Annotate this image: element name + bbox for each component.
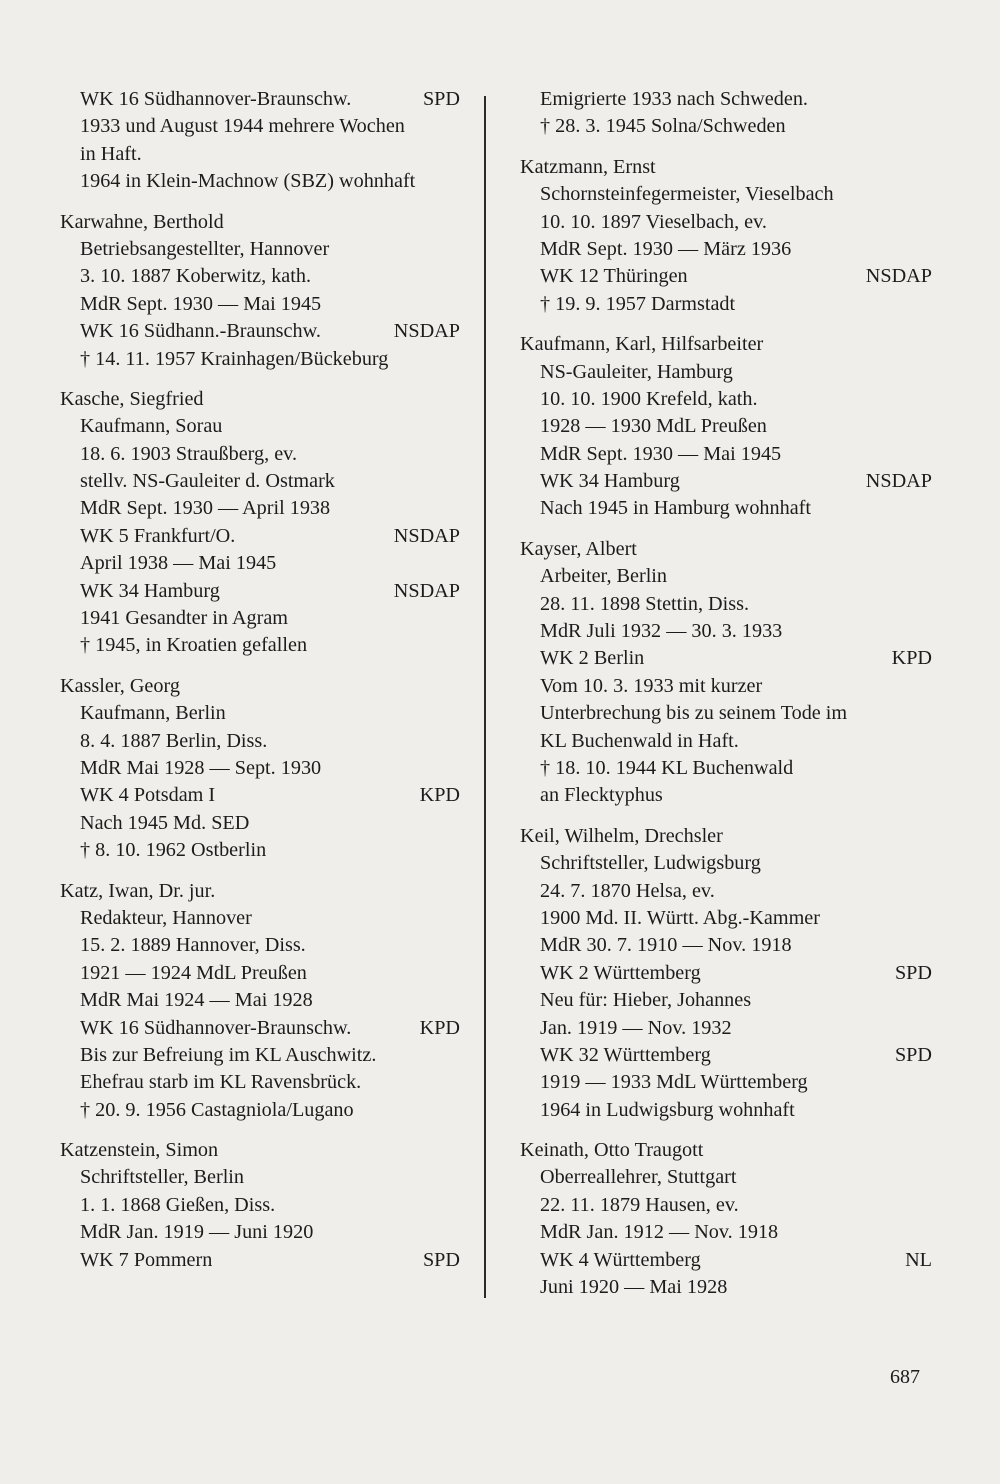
entry-text: Kayser, Albert (520, 537, 637, 560)
entry-text: Schriftsteller, Berlin (80, 1166, 245, 1189)
entry-line (60, 346, 460, 373)
entry-text: Emigrierte 1933 nach Schweden. (540, 88, 808, 110)
entry-text: † 19. 9. 1957 Darmstadt (540, 292, 736, 315)
entry-line (520, 1042, 932, 1069)
entry-text: WK 5 Frankfurt/O. (80, 524, 236, 547)
entry-text: 10. 10. 1900 Krefeld, kath. (540, 387, 758, 410)
entry-text: MdR Juli 1932 — 30. 3. 1933 (540, 620, 783, 643)
entry-line (520, 700, 932, 727)
entry-line (60, 632, 460, 659)
entry-line (520, 1274, 932, 1301)
entry-line (520, 645, 932, 672)
entry-line (60, 263, 460, 290)
entry-line (520, 386, 932, 413)
entry-text: 28. 11. 1898 Stettin, Diss. (540, 592, 749, 615)
entry-line (520, 1069, 932, 1096)
biography-entry (60, 86, 460, 196)
entry-gap (60, 196, 460, 209)
entry-line (520, 113, 932, 140)
entry-text: Juni 1920 — Mai 1928 (540, 1276, 728, 1299)
entry-line (520, 495, 932, 522)
entry-line (60, 960, 460, 987)
entry-line (520, 468, 932, 495)
party-label: KPD (419, 1016, 460, 1039)
entry-text: Katzenstein, Simon (60, 1139, 219, 1162)
page-number: 687 (890, 1366, 920, 1388)
entry-text: MdR Sept. 1930 — Mai 1945 (80, 292, 322, 315)
biography-entry (520, 823, 932, 1124)
entry-text: MdR 30. 7. 1910 — Nov. 1918 (540, 934, 792, 957)
entry-line (60, 168, 460, 195)
party-label: SPD (422, 1248, 460, 1271)
entry-text: Unterbrechung bis zu seinem Tode im (540, 702, 848, 725)
entry-text: 1. 1. 1868 Gießen, Diss. (80, 1193, 276, 1216)
party-label: NSDAP (393, 579, 460, 602)
entry-text: Katz, Iwan, Dr. jur. (60, 879, 216, 902)
entry-text: 15. 2. 1889 Hannover, Diss. (80, 934, 306, 957)
entry-text: 1921 — 1924 MdL Preußen (80, 961, 307, 984)
entry-text: Schornsteinfegermeister, Vieselbach (540, 183, 834, 206)
entry-gap (60, 660, 460, 673)
entry-gap (520, 1124, 932, 1137)
entry-text: MdR Mai 1928 — Sept. 1930 (80, 756, 322, 779)
entry-text: 1928 — 1930 MdL Preußen (540, 415, 767, 438)
entry-name (520, 1137, 932, 1164)
party-label: NSDAP (393, 320, 460, 343)
entry-name (520, 823, 932, 850)
entry-text: MdR Jan. 1912 — Nov. 1918 (540, 1221, 779, 1244)
entry-gap (60, 373, 460, 386)
entry-text: Oberreallehrer, Stuttgart (540, 1166, 737, 1189)
entry-line (520, 563, 932, 590)
entry-text: WK 16 Südhann.-Braunschw. (80, 320, 321, 343)
entry-text: Bis zur Befreiung im KL Auschwitz. (80, 1043, 377, 1066)
entry-name (60, 878, 460, 905)
party-label: SPD (894, 1043, 932, 1066)
entry-text: † 20. 9. 1956 Castagniola/Lugano (80, 1098, 354, 1121)
entry-text: 1900 Md. II. Württ. Abg.-Kammer (540, 906, 820, 929)
party-label: SPD (894, 961, 932, 984)
party-label: NSDAP (865, 265, 932, 288)
entry-text: 22. 11. 1879 Hausen, ev. (540, 1193, 739, 1216)
entry-name (60, 209, 460, 236)
entry-text: stellv. NS-Gauleiter d. Ostmark (80, 470, 335, 493)
entry-line (60, 810, 460, 837)
entry-line (60, 755, 460, 782)
entry-line (520, 618, 932, 645)
right-column (520, 86, 932, 1301)
entry-text: WK 2 Württemberg (540, 961, 701, 984)
entry-line (60, 523, 460, 550)
entry-line (520, 1097, 932, 1124)
entry-name (60, 673, 460, 700)
entry-line (520, 1015, 932, 1042)
entry-name (520, 536, 932, 563)
biography-entry (520, 1137, 932, 1301)
entry-text: Kasche, Siegfried (60, 387, 204, 410)
entry-text: WK 4 Potsdam I (80, 784, 216, 807)
entry-line (60, 932, 460, 959)
entry-line (60, 782, 460, 809)
entry-line (60, 413, 460, 440)
entry-line (520, 86, 932, 113)
entry-line (60, 578, 460, 605)
entry-line (520, 905, 932, 932)
entry-text: Kaufmann, Karl, Hilfsarbeiter (520, 333, 764, 356)
entry-line (520, 591, 932, 618)
entry-text: Nach 1945 Md. SED (80, 811, 250, 834)
entry-text: 1964 in Ludwigsburg wohnhaft (540, 1098, 795, 1121)
entry-text: WK 4 Württemberg (540, 1248, 701, 1271)
entry-text: 1933 und August 1944 mehrere Wochen (80, 115, 405, 138)
entry-text: † 1945, in Kroatien gefallen (80, 634, 308, 657)
entry-text: Betriebsangestellter, Hannover (80, 237, 330, 260)
biography-entry (60, 878, 460, 1125)
entry-text: NS-Gauleiter, Hamburg (540, 360, 733, 383)
entry-name (520, 331, 932, 358)
entry-text: Arbeiter, Berlin (540, 565, 667, 588)
entry-text: † 18. 10. 1944 KL Buchenwald (540, 756, 794, 779)
entry-line (60, 1164, 460, 1191)
entry-line (60, 605, 460, 632)
entry-line (520, 1192, 932, 1219)
entry-text: 10. 10. 1897 Vieselbach, ev. (540, 210, 767, 233)
entry-text: Nach 1945 in Hamburg wohnhaft (540, 497, 811, 520)
biography-entry (60, 386, 460, 660)
party-label: NL (905, 1248, 932, 1271)
party-label: SPD (422, 88, 460, 110)
entry-text: Ehefrau starb im KL Ravensbrück. (80, 1071, 362, 1094)
party-label: NSDAP (865, 470, 932, 493)
entry-text: Jan. 1919 — Nov. 1932 (540, 1016, 732, 1039)
left-column (60, 86, 460, 1274)
entry-line (520, 878, 932, 905)
entry-text: MdR Sept. 1930 — April 1938 (80, 497, 331, 520)
entry-text: 1941 Gesandter in Agram (80, 607, 288, 630)
entry-line (60, 1192, 460, 1219)
entry-line (60, 1097, 460, 1124)
entry-line (60, 468, 460, 495)
entry-text: an Flecktyphus (540, 784, 663, 807)
entry-line (520, 932, 932, 959)
entry-text: Vom 10. 3. 1933 mit kurzer (540, 674, 763, 697)
biography-entry (520, 154, 932, 318)
entry-line (60, 837, 460, 864)
entry-text: Kassler, Georg (60, 674, 180, 697)
entry-gap (60, 865, 460, 878)
biography-entry (520, 536, 932, 810)
entry-text: † 28. 3. 1945 Solna/Schweden (540, 115, 786, 138)
biography-entry (60, 209, 460, 373)
entry-text: † 8. 10. 1962 Ostberlin (80, 839, 267, 862)
entry-text: Katzmann, Ernst (520, 155, 656, 178)
entry-text: KL Buchenwald in Haft. (540, 729, 739, 752)
entry-line (60, 141, 460, 168)
entry-text: 1964 in Klein-Machnow (SBZ) wohnhaft (80, 170, 416, 193)
entry-text: Karwahne, Berthold (60, 210, 224, 233)
entry-text: MdR Sept. 1930 — März 1936 (540, 237, 792, 260)
entry-text: Kaufmann, Sorau (80, 415, 223, 438)
entry-line (60, 1247, 460, 1274)
entry-line (60, 1042, 460, 1069)
entry-text: WK 16 Südhannover-Braunschw. (80, 1016, 352, 1039)
entry-text: Keil, Wilhelm, Drechsler (520, 824, 723, 847)
entry-line (520, 1219, 932, 1246)
entry-line (60, 113, 460, 140)
entry-line (520, 181, 932, 208)
entry-text: Kaufmann, Berlin (80, 702, 226, 725)
entry-text: 3. 10. 1887 Koberwitz, kath. (80, 265, 311, 288)
biography-entry (60, 1137, 460, 1274)
entry-line (520, 236, 932, 263)
entry-text: Neu für: Hieber, Johannes (540, 989, 752, 1012)
entry-name (60, 1137, 460, 1164)
entry-line (520, 850, 932, 877)
entry-line (520, 263, 932, 290)
column-divider (484, 96, 486, 1298)
entry-text: WK 34 Hamburg (80, 579, 220, 602)
biography-entry (60, 673, 460, 865)
entry-gap (520, 141, 932, 154)
entry-text: WK 34 Hamburg (540, 470, 680, 493)
entry-line (60, 728, 460, 755)
entry-text: Keinath, Otto Traugott (520, 1139, 704, 1162)
entry-line (60, 550, 460, 577)
entry-text: April 1938 — Mai 1945 (80, 552, 277, 575)
entry-gap (520, 810, 932, 823)
entry-line (60, 86, 460, 113)
entry-text: 1919 — 1933 MdL Württemberg (540, 1071, 808, 1094)
entry-text: WK 32 Württemberg (540, 1043, 711, 1066)
entry-line (60, 441, 460, 468)
entry-line (520, 987, 932, 1014)
entry-line (60, 700, 460, 727)
entry-line (60, 291, 460, 318)
entry-line (60, 1069, 460, 1096)
party-label: KPD (419, 784, 460, 807)
entry-text: 24. 7. 1870 Helsa, ev. (540, 879, 715, 902)
entry-gap (520, 523, 932, 536)
entry-gap (520, 318, 932, 331)
party-label: KPD (891, 647, 932, 670)
entry-line (520, 728, 932, 755)
entry-text: WK 12 Thüringen (540, 265, 688, 288)
entry-text: 18. 6. 1903 Straußberg, ev. (80, 442, 297, 465)
entry-text: Schriftsteller, Ludwigsburg (540, 852, 761, 875)
party-label: NSDAP (393, 524, 460, 547)
entry-text: WK 16 Südhannover-Braunschw. (80, 88, 352, 110)
entry-line (520, 291, 932, 318)
entry-text: WK 7 Pommern (80, 1248, 213, 1271)
entry-name (520, 154, 932, 181)
entry-text: MdR Sept. 1930 — Mai 1945 (540, 442, 782, 465)
entry-name (60, 386, 460, 413)
entry-line (60, 987, 460, 1014)
entry-text: Redakteur, Hannover (80, 906, 252, 929)
biography-entry (520, 331, 932, 523)
entry-line (60, 236, 460, 263)
entry-line (60, 905, 460, 932)
entry-text: † 14. 11. 1957 Krainhagen/Bückeburg (80, 347, 389, 370)
entry-text: MdR Jan. 1919 — Juni 1920 (80, 1221, 314, 1244)
entry-gap (60, 1124, 460, 1137)
entry-line (60, 495, 460, 522)
entry-line (520, 413, 932, 440)
entry-text: MdR Mai 1924 — Mai 1928 (80, 989, 313, 1012)
entry-line (60, 1219, 460, 1246)
entry-line (520, 960, 932, 987)
entry-line (520, 673, 932, 700)
entry-line (520, 755, 932, 782)
entry-line (60, 318, 460, 345)
entry-text: WK 2 Berlin (540, 647, 645, 670)
entry-line (60, 1015, 460, 1042)
entry-line (520, 441, 932, 468)
biography-entry (520, 86, 932, 141)
entry-line (520, 1164, 932, 1191)
entry-line (520, 782, 932, 809)
entry-line (520, 359, 932, 386)
entry-text: 8. 4. 1887 Berlin, Diss. (80, 729, 268, 752)
entry-text: in Haft. (80, 142, 142, 165)
entry-line (520, 1247, 932, 1274)
entry-line (520, 209, 932, 236)
